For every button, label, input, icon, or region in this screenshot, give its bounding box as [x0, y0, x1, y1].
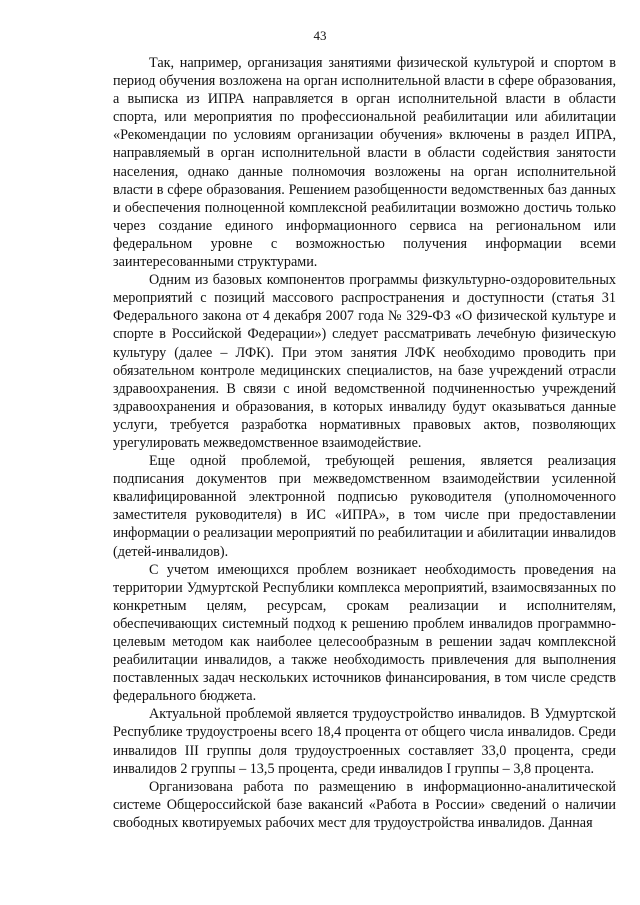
- page-number: 43: [313, 28, 327, 43]
- paragraph-4: С учетом имеющихся проблем возникает необходимость проведения на территории Удмуртской Республики комплекса мероприятий, взаимосвязанных по конкретным целям, ресурсам, срокам реализации и исполнителям, обеспечивающих системный подход к решению проблем инвалидов программно-целевым методом как наиболее целесообразным в решении задач комплексной реабилитации инвалидов, а также необходимость привлечения для выполнения поставленных задач нескольких источников финансирования, в том числе средств федерального бюджета.: [113, 561, 616, 705]
- paragraph-6: Организована работа по размещению в информационно-аналитической системе Общероссийской базе вакансий «Работа в России» сведений о наличии свободных квотируемых рабочих мест для трудоустройства инвалидов. Данная: [113, 778, 616, 831]
- document-body: [113, 54, 616, 832]
- paragraph-5: Актуальной проблемой является трудоустройство инвалидов. В Удмуртской Республике трудоустроены всего 18,4 процента от общего числа инвалидов. Среди инвалидов III группы доля трудоустроенных составляет 33,0 процента, среди инвалидов 2 группы – 13,5 процента, среди инвалидов I группы – 3,8 процента.: [113, 706, 616, 777]
- paragraph-3: Еще одной проблемой, требующей решения, является реализация подписания документов при межведомственном взаимодействии усиленной квалифицированной электронной подписью руководителя (уполномоченного заместителя руководителя) в ИС «ИПРА», в том числе при предоставлении информации о реализации мероприятий по реабилитации и абилитации инвалидов (детей-инвалидов).: [113, 453, 616, 560]
- paragraph-1: Так, например, организация занятиями физической культурой и спортом в период обучения возложена на орган исполнительной власти в сфере образования, а выписка из ИПРА направляется в орган исполнительной власти в области спорта, или мероприятия по профессиональной реабилитации или абилитации «Рекомендации по условиям организации обучения» включены в раздел ИПРА, направляемый в орган исполнительной власти в области содействия занятости населения, однако данные полномочия возложены на орган исполнительной власти в сфере образования. Решением разобщенности ведомственных баз данных и обеспечения полноценной комплексной реабилитации возможно достичь только через создание единого информационного сервиса на региональном или федеральном уровне с возможностью получения информации всеми заинтересованными структурами.: [113, 55, 616, 271]
- paragraph-2: Одним из базовых компонентов программы физкультурно-оздоровительных мероприятий с позиций массового распространения и доступности (статья 31 Федерального закона от 4 декабря 2007 года № 329-ФЗ «О физической культуре и спорте в Российской Федерации») следует рассматривать лечебную физическую культуру (далее – ЛФК). При этом занятия ЛФК необходимо проводить при обязательном контроле медицинских специалистов, на базе учреждений отрасли здравоохранения. В связи с иной ведомственной подчиненностью учреждений здравоохранения и образования, в которых инвалиду будут оказываться данные услуги, требуется разработка нормативных правовых актов, позволяющих урегулировать межведомственное взаимодействие.: [113, 272, 616, 451]
